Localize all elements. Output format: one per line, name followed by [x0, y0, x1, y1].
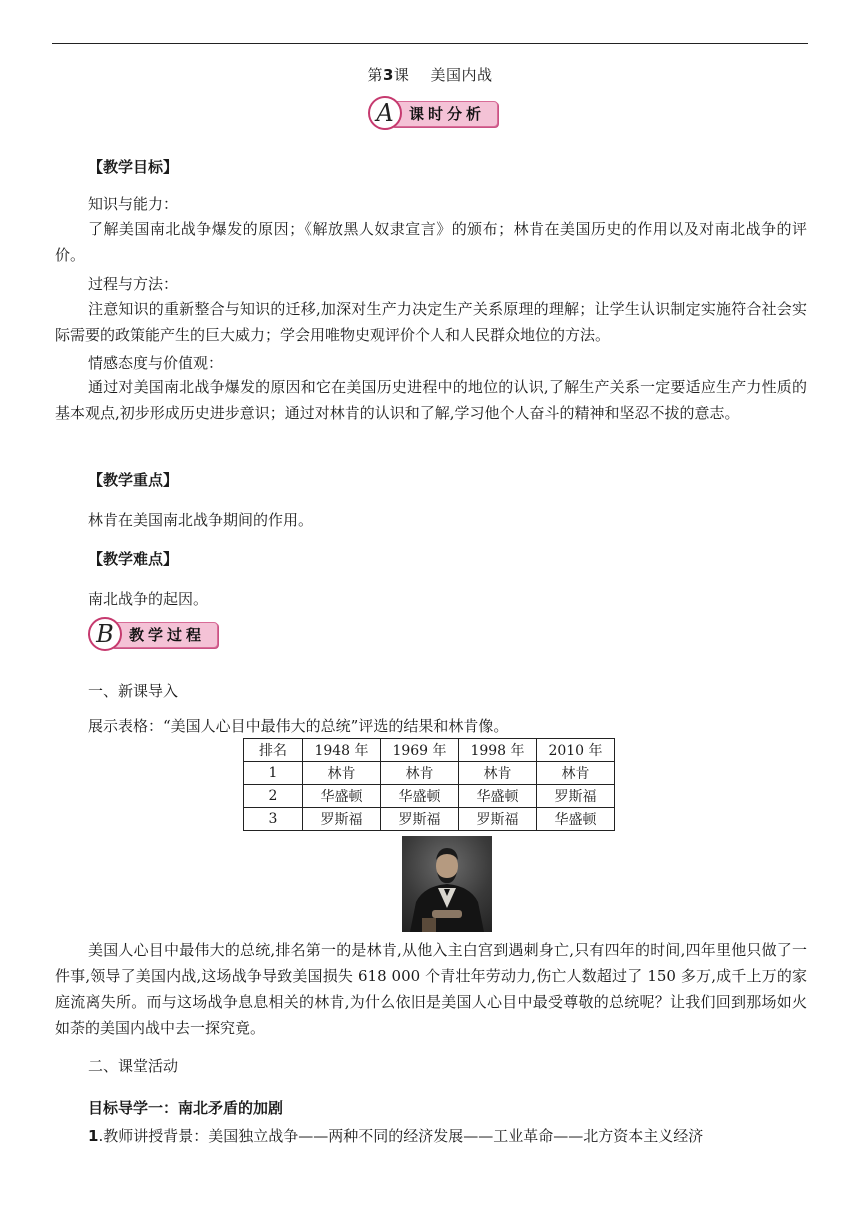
table-intro: 展示表格：“美国人心目中最伟大的总统”评选的结果和林肯像。 — [88, 717, 509, 735]
table-cell: 华盛顿 — [537, 808, 615, 831]
table-cell: 3 — [244, 808, 303, 831]
table-cell: 2 — [244, 785, 303, 808]
table-header-row — [244, 739, 615, 762]
table-cell: 林肯 — [381, 762, 459, 785]
lincoln-portrait-drawing — [402, 836, 492, 932]
difficulty-text: 南北战争的起因。 — [88, 590, 209, 608]
lesson-title: 第3课 美国内战 — [367, 66, 493, 84]
badge-label-process: 教学过程 — [110, 622, 218, 648]
section1-heading: 一、新课导入 — [88, 682, 179, 700]
table-cell: 罗斯福 — [381, 808, 459, 831]
difficulty-heading: 【教学难点】 — [88, 550, 179, 568]
lincoln-portrait-image — [402, 836, 492, 932]
table-cell: 华盛顿 — [303, 785, 381, 808]
key-point-text: 林肯在美国南北战争期间的作用。 — [88, 511, 314, 529]
process-text: 注意知识的重新整合与知识的迁移,加深对生产力决定生产关系原理的理解；让学生认识制定实施符合社会实际需要的政策能产生的巨大威力；学会用唯物史观评价个人和人民群众地位的方法。 — [55, 300, 807, 344]
section2-subheading: 目标导学一：南北矛盾的加剧 — [88, 1099, 284, 1117]
table-row — [244, 785, 615, 808]
table-row — [244, 762, 615, 785]
table-cell: 1 — [244, 762, 303, 785]
section-badge-process — [88, 617, 252, 651]
table-header-cell: 1998 年 — [459, 739, 537, 762]
intro-paragraph: 美国人心目中最伟大的总统,排名第一的是林肯,从他入主白宫到遇刺身亡,只有四年的时间,四年里他只做了一件事,领导了美国内战,这场战争导致美国损失 618 000 个青壮年劳动力,伤亡人数超过了 150 多万,成千上万的家庭流离失所。而与这场战争息息相关的林肯,为什么依旧是美国人心目中最受尊敬的总统呢？让我们回到那场如火如荼的美国内战中去一探究竟。 — [55, 941, 807, 1037]
table-cell: 罗斯福 — [303, 808, 381, 831]
table-cell: 林肯 — [537, 762, 615, 785]
table-header-cell: 排名 — [244, 739, 303, 762]
badge-letter-b: B — [88, 617, 122, 651]
objectives-heading: 【教学目标】 — [88, 158, 179, 176]
table-cell: 林肯 — [303, 762, 381, 785]
knowledge-label: 知识与能力： — [88, 195, 179, 213]
badge-label-analysis: 课时分析 — [390, 101, 498, 127]
knowledge-text: 了解美国南北战争爆发的原因；《解放黑人奴隶宣言》的颁布；林肯在美国历史的作用以及对南北战争的评价。 — [55, 220, 807, 264]
table-cell: 罗斯福 — [459, 808, 537, 831]
table-row — [244, 808, 615, 831]
values-text: 通过对美国南北战争爆发的原因和它在美国历史进程中的地位的认识,了解生产关系一定要适应生产力性质的基本观点,初步形成历史进步意识；通过对林肯的认识和了解,学习他个人奋斗的精神和坚忍不拔的意志。 — [55, 378, 807, 422]
values-label: 情感态度与价值观： — [88, 354, 224, 372]
table-header-cell: 1948 年 — [303, 739, 381, 762]
table-cell: 罗斯福 — [537, 785, 615, 808]
badge-letter-a: A — [368, 96, 402, 130]
header-rule — [52, 43, 808, 44]
table-header-cell: 2010 年 — [537, 739, 615, 762]
table-cell: 华盛顿 — [459, 785, 537, 808]
president-ranking-table — [243, 738, 615, 831]
table-cell: 林肯 — [459, 762, 537, 785]
table-cell: 华盛顿 — [381, 785, 459, 808]
process-label: 过程与方法： — [88, 275, 179, 293]
table-header-cell: 1969 年 — [381, 739, 459, 762]
key-point-heading: 【教学重点】 — [88, 471, 179, 489]
step-1-text: 1.教师讲授背景：美国独立战争——两种不同的经济发展——工业革命——北方资本主义经济 — [88, 1127, 704, 1145]
section-badge-analysis — [368, 96, 530, 130]
section2-heading: 二、课堂活动 — [88, 1057, 179, 1075]
